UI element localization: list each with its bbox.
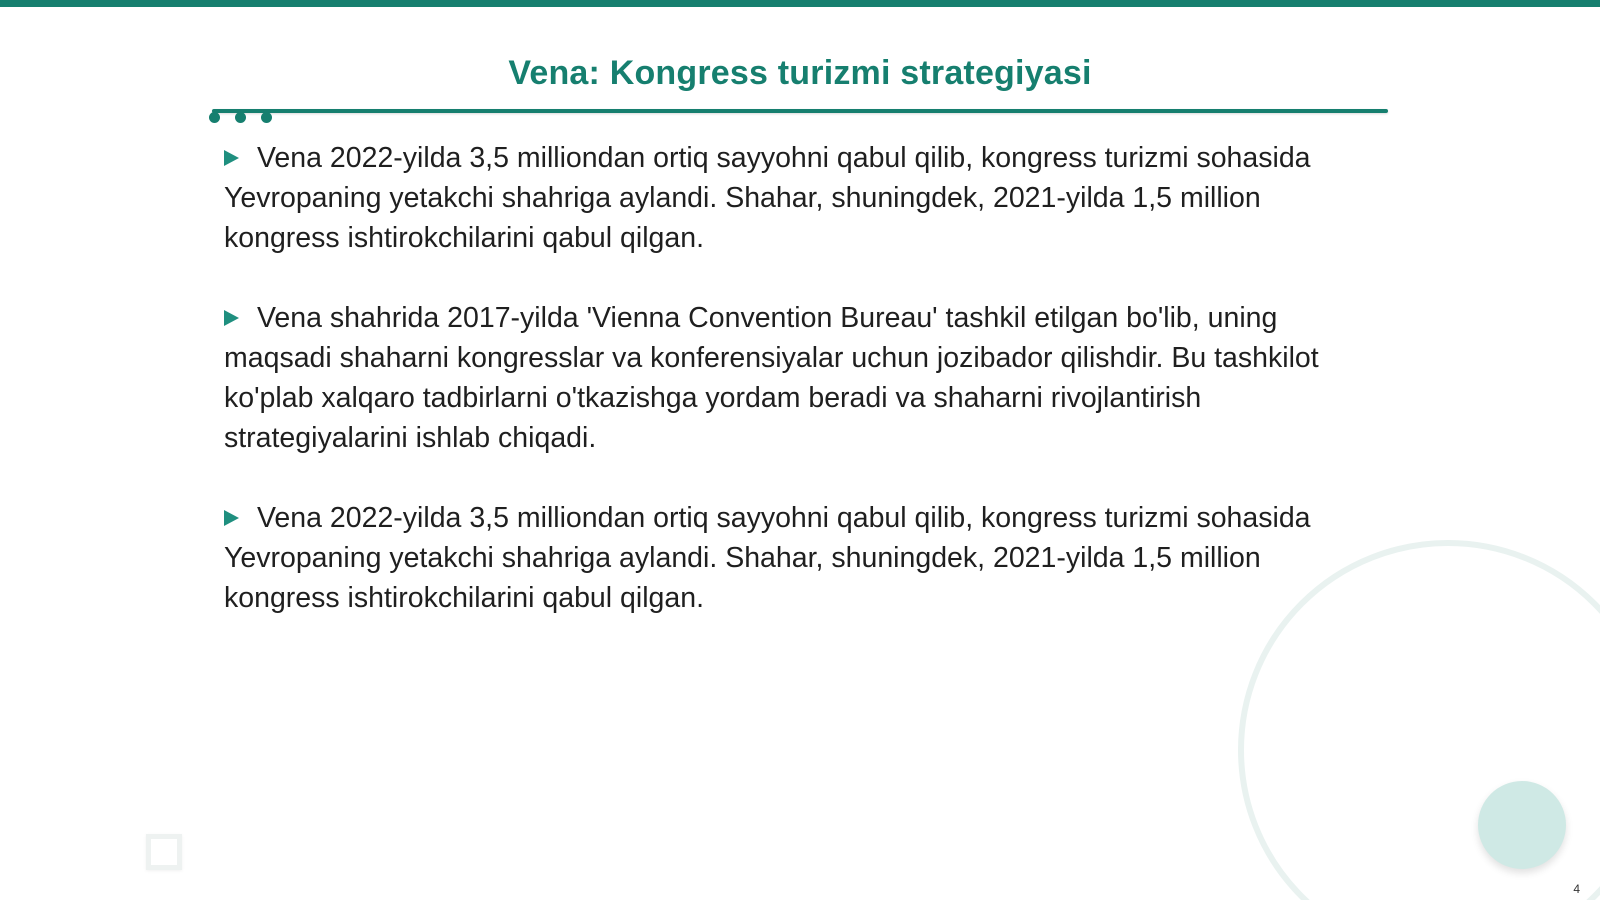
- bullet-paragraph-1: [224, 138, 1364, 258]
- decorative-dot-3: [261, 112, 272, 123]
- title-underline: [212, 109, 1388, 113]
- decorative-square: [146, 834, 182, 870]
- decorative-circle: [1478, 781, 1566, 869]
- slide-title: Vena: Kongress turizmi strategiyasi: [508, 54, 1092, 92]
- decorative-dot-2: [235, 112, 246, 123]
- bullet-paragraph-3: [224, 498, 1364, 618]
- page-number: 4: [1573, 882, 1580, 896]
- triangle-right-icon: [224, 310, 239, 326]
- paragraph-text: Vena 2022-yilda 3,5 milliondan ortiq sayyohni qabul qilib, kongress turizmi sohasida Yevropaning yetakchi shahriga aylandi. Shahar, shuningdek, 2021-yilda 1,5 million kongress ishtirokchilarini qabul qilgan.: [224, 142, 1311, 254]
- decorative-dot-1: [209, 112, 220, 123]
- top-accent-bar: [0, 0, 1600, 7]
- triangle-right-icon: [224, 510, 239, 526]
- triangle-right-icon: [224, 150, 239, 166]
- paragraph-text: Vena 2022-yilda 3,5 milliondan ortiq sayyohni qabul qilib, kongress turizmi sohasida Yevropaning yetakchi shahriga aylandi. Shahar, shuningdek, 2021-yilda 1,5 million kongress ishtirokchilarini qabul qilgan.: [224, 502, 1311, 614]
- bullet-paragraph-2: [224, 298, 1364, 458]
- slide-body: [224, 138, 1364, 658]
- paragraph-text: Vena shahrida 2017-yilda 'Vienna Convention Bureau' tashkil etilgan bo'lib, uning maqsadi shaharni kongresslar va konferensiyalar uchun jozibador qilishdir. Bu tashkilot ko'plab xalqaro tadbirlarni o'tkazishga yordam beradi va shaharni rivojlantirish strategiyalarini ishlab chiqadi.: [224, 302, 1319, 454]
